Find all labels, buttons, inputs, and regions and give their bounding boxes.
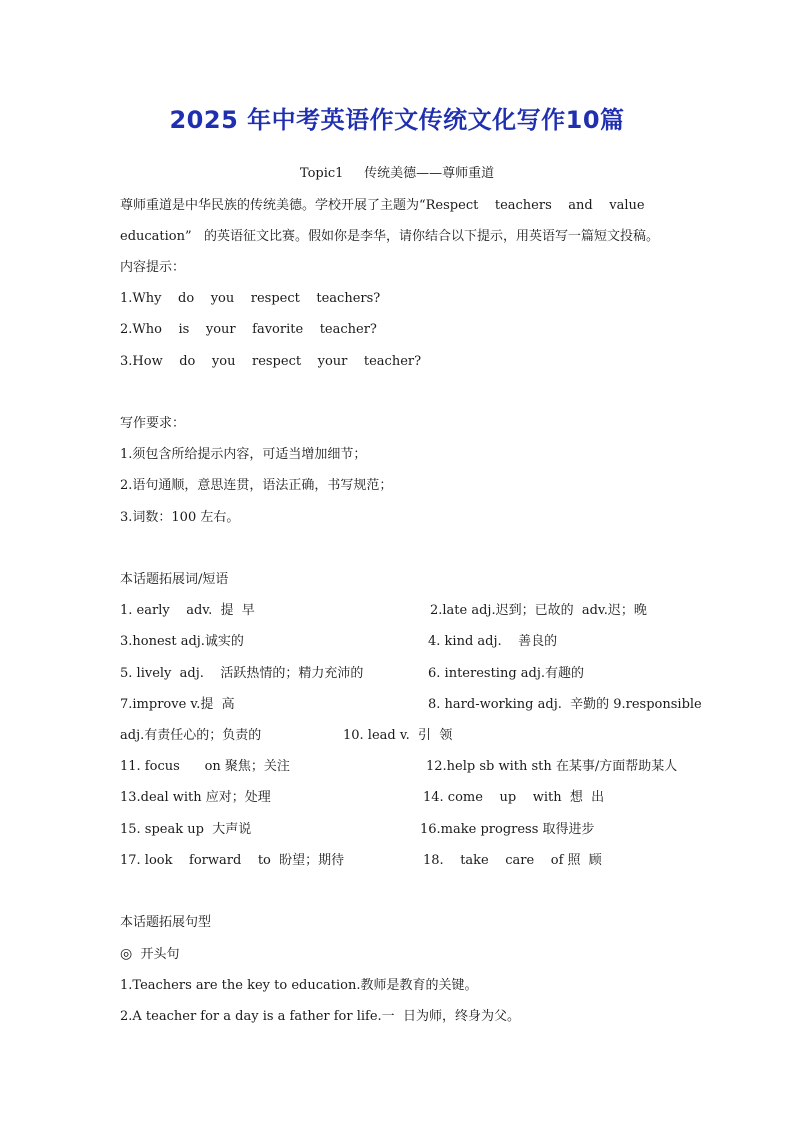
vocab-item: 14. come up with 想 出 xyxy=(423,790,605,805)
vocab-item: 2.late adj.迟到；已故的 adv.迟；晚 xyxy=(430,603,647,618)
vocab-item: 16.make progress 取得进步 xyxy=(420,822,595,837)
vocab-item: 12.help sb with sth 在某事/方面帮助某人 xyxy=(426,759,678,774)
vocab-item: adj.有责任心的；负责的 xyxy=(120,728,262,743)
circle-bullet-icon: ◎ xyxy=(120,946,133,962)
prompt-line-2: education” 的英语征文比赛。假如你是李华，请你结合以下提示，用英语写一篇短文投稿。 xyxy=(120,229,660,244)
content-hint-heading: 内容提示： xyxy=(120,260,186,275)
vocab-item: 1. early adv. 提 早 xyxy=(120,603,255,618)
vocab-item: 5. lively adj. 活跃热情的；精力充沛的 xyxy=(120,666,364,681)
content-hint-2: 2.Who is your favorite teacher? xyxy=(120,322,377,337)
vocab-item: 17. look forward to 盼望；期待 xyxy=(120,853,345,868)
prompt-line-1: 尊师重道是中华民族的传统美德。学校开展了主题为“Respect teachers and value xyxy=(120,198,645,213)
content-hint-3: 3.How do you respect your teacher? xyxy=(120,354,422,369)
topic-heading: Topic1 传统美德——尊师重道 xyxy=(299,166,495,181)
requirement-1: 1.须包含所给提示内容，可适当增加细节； xyxy=(120,447,367,462)
vocab-item: 11. focus on 聚焦；关注 xyxy=(120,759,290,774)
vocab-item: 13.deal with 应对；处理 xyxy=(120,790,271,805)
content-hint-1: 1.Why do you respect teachers? xyxy=(120,291,381,306)
requirement-3: 3.词数：100 左右。 xyxy=(120,510,240,525)
vocab-item: 8. hard-working adj. 辛勤的 9.responsible xyxy=(428,697,702,712)
opening-sentence-1: 1.Teachers are the key to education.教师是教育的关键。 xyxy=(120,978,478,993)
vocab-item: 6. interesting adj.有趣的 xyxy=(428,666,585,681)
vocab-item: 18. take care of 照 顾 xyxy=(423,853,602,868)
opening-sentence-2: 2.A teacher for a day is a father for life.一 日为师，终身为父。 xyxy=(120,1009,520,1024)
requirement-2: 2.语句通顺，意思连贯，语法正确，书写规范； xyxy=(120,478,393,493)
page-title: 2025 年中考英语作文传统文化写作10篇 xyxy=(169,106,625,134)
requirements-heading: 写作要求： xyxy=(120,416,186,431)
vocab-item: 3.honest adj.诚实的 xyxy=(120,634,244,649)
sentence-pattern-heading: 本话题拓展句型 xyxy=(120,915,212,930)
opening-section-heading xyxy=(120,945,180,964)
vocab-item: 10. lead v. 引 领 xyxy=(343,728,453,743)
vocab-heading: 本话题拓展词/短语 xyxy=(120,572,229,587)
opening-section-label: 开头句 xyxy=(140,947,180,962)
vocab-item: 7.improve v.提 高 xyxy=(120,697,235,712)
vocab-item: 15. speak up 大声说 xyxy=(120,822,252,837)
vocab-item: 4. kind adj. 善良的 xyxy=(428,634,558,649)
